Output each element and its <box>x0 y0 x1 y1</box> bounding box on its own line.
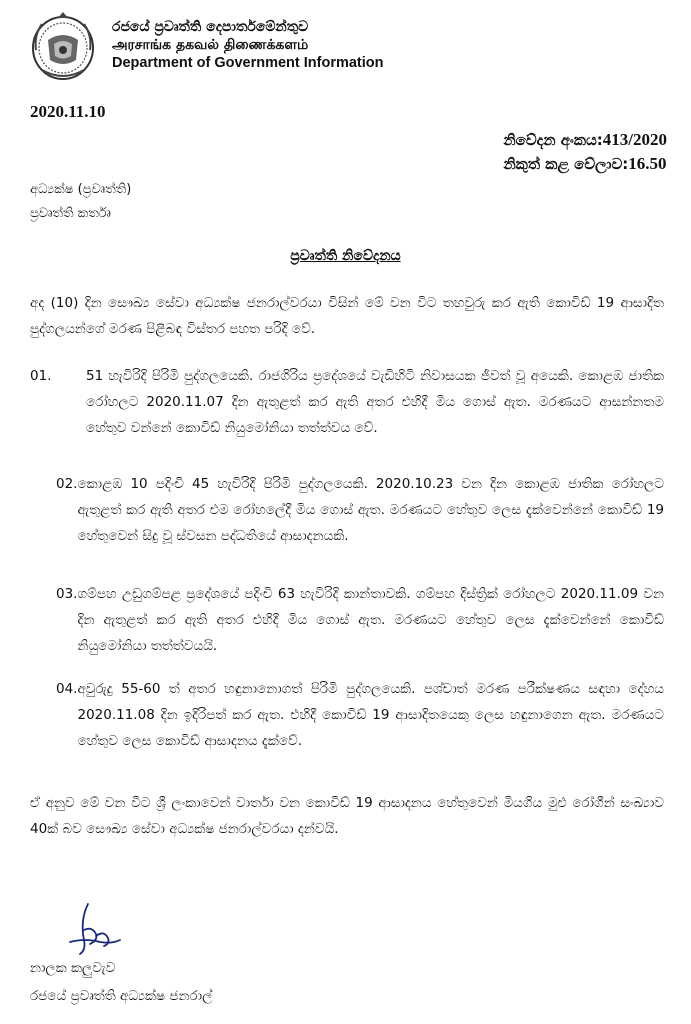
list-item <box>30 471 664 549</box>
release-number-row <box>504 128 668 152</box>
item-number: 02. <box>56 476 78 492</box>
item-number: 01. <box>30 368 52 384</box>
release-time-row <box>504 152 668 176</box>
item-text: අවුරුදු 55-60 ත් අතර හඳුනානොගත් පිරිමි පුද්ගලයෙකි. පශ්චාත් මරණ පරීක්ෂණය සඳහා දේහය 2020.11.08 දින ඉදිරිපත් කර ඇත. එහිදී කොවිඩ් 19 ආසාදිතයෙකු ලෙස හඳුනාගෙන ඇත. මරණයට හේතුව ලෙස කොවිඩ් ආසාදනය දැක්වේ. <box>77 681 664 749</box>
item-text: ගම්පහ උඩුගම්පළ ප්‍රදේශයේ පදිංචි 63 හැවිරිදි කාන්තාවකි. ගම්පහ දිස්ත්‍රික් රෝහලට 2020.11.09 වන දින ඇතුළත් කර ඇති අතර එහිදී මිය ගොස් ඇත. මරණයට හේතුව ලෙස දැක්වෙන්නේ කොවිඩ් නියුමෝනියා තත්ත්වයයි. <box>77 586 664 654</box>
item-number: 04. <box>56 681 78 697</box>
list-item <box>30 581 664 659</box>
sri-lanka-emblem-icon <box>28 10 98 82</box>
org-name-sinhala: රජයේ ප්‍රවෘත්ති දෙපාර්තමේන්තුව <box>112 19 309 35</box>
org-name-tamil: அரசாங்க தகவல் திணைக்களம் <box>112 37 309 53</box>
organization-name <box>112 18 384 72</box>
recipient-line-1: අධ්‍යක්ෂ (ප්‍රවෘත්ති) <box>30 182 132 197</box>
signatory <box>30 954 212 1010</box>
org-name-english: Department of Government Information <box>112 55 384 71</box>
release-number-label: නිවේදන අංකය: <box>503 131 603 149</box>
release-time: 16.50 <box>628 154 667 173</box>
closing-paragraph: ඒ අනුව මේ වන විට ශ්‍රී ලංකාවෙන් වාර්තා වන කොවිඩ් 19 ආසාදනය හේතුවෙන් මියගිය මුළු රෝගීන් සංඛ්‍යාව 40ක් බව සෞඛ්‍ය සේවා අධ්‍යක්ෂ ජනරාල්වරයා දන්වයි. <box>30 795 664 837</box>
release-reference <box>504 128 668 176</box>
release-time-label: නිකුත් කළ වේලාව: <box>503 155 629 173</box>
release-number: 413/2020 <box>602 130 667 149</box>
recipients <box>30 178 131 226</box>
document-title: ප්‍රවෘත්ති නිවේදනය <box>290 248 401 264</box>
signatory-title: රජයේ ප්‍රවෘත්ති අධ්‍යක්ෂ ජනරාල් <box>30 988 213 1004</box>
item-number: 03. <box>56 586 78 602</box>
intro-paragraph: අද (10) දින සෞඛ්‍ය සේවා අධ්‍යක්ෂ ජනරාල්වරයා විසින් මේ වන විට තහවුරු කර ඇති කොවිඩ් 19 ආසාදිත පුද්ගලයන්ගේ මරණ පිළිබඳ විස්තර පහත පරිදි වේ. <box>30 295 664 337</box>
list-item <box>30 676 664 754</box>
recipient-line-2: ප්‍රවෘත්ති කර්තෘ <box>30 206 111 221</box>
release-date: 2020.11.10 <box>30 102 106 121</box>
list-item <box>30 363 664 441</box>
item-text: 51 හැවිරිදි පිරිමි පුද්ගලයෙකි. රාජගිරිය ප්‍රදේශයේ වැඩිහිටි නිවාසයක ජීවත් වූ අයෙකි. කොළඹ ජාතික රෝහලට 2020.11.07 දින ඇතුළත් කර ඇති අතර එහිදී මිය ගොස් ඇත. මරණයට ආසන්නතම හේතුව වන්නේ කොවිඩ් නියුමෝනියා තත්ත්වය වේ. <box>86 368 664 436</box>
signature-icon <box>40 900 150 960</box>
item-text: කොළඹ 10 පදිංචි 45 හැවිරිදි පිරිමි පුද්ගලයෙකි. 2020.10.23 වන දින කොළඹ ජාතික රෝහලට ඇතුළත් කර ඇති අතර එම රෝහලේදී මිය ගොස් ඇත. මරණයට හේතුව ලෙස දැක්වෙන්නේ කොවිඩ් 19 හේතුවෙන් සිදු වූ ස්වසන පද්ධතියේ ආසාදනයකි. <box>77 476 664 544</box>
signatory-name: නාලක කලුවැව <box>30 960 116 976</box>
